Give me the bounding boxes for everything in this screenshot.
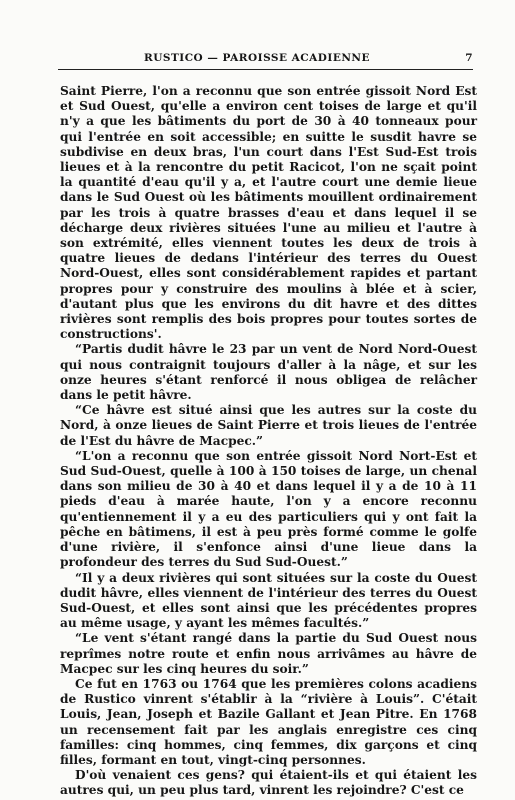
paragraph-continuation: Saint Pierre, l'on a reconnu que son entrée gissoit Nord Est et Sud Ouest, qu'elle a environ cent toises de large et qu'il n'y a que les bâtiments du port de 30 à 40 tonneaux pour qui l'entrée en soit accessible; en suitte le susdit havre se subdivise en deux bras, l'un court dans l'Est Sud-Est trois lieues et à la rencontre du petit Racicot, l'on ne sçait point la quantité d'eau qu'il y a, et l'autre court une demie lieue dans le Sud Ouest où les bâtiments mouillent ordinairement par les trois à quatre brasses d'eau et dans lequel il se décharge deux rivières situées l'une au milieu et l'autre à son extrémité, elles viennent toutes les deux de trois à quatre lieues de dedans l'intérieur des terres du Ouest Nord-Ouest, elles sont considérablement rapides et partant propres pour y construire des moulins à blée et à scier, d'autant plus que les environs du dit havre et des dittes rivières sont remplis des bois propres pour toutes sortes de constructions'.: [60, 84, 477, 342]
paragraph: D'où venaient ces gens? qui étaient-ils et qui étaient les autres qui, un peu plus tard, vinrent les rejoindre? C'est ce: [60, 768, 477, 798]
running-head: [58, 52, 473, 66]
paragraph-quote: “Il y a deux rivières qui sont situées sur la coste du Ouest dudit hâvre, elles viennent de l'intérieur des terres du Ouest Sud-Ouest, et elles sont ainsi que les précédentes propres au même usage, y ayant les mêmes facultés.”: [60, 570, 477, 631]
paragraph-quote: “L'on a reconnu que son entrée gissoit Nord Nort-Est et Sud Sud-Ouest, quelle à 100 à 150 toises de large, un chenal dans son milieu de 30 à 40 et dans lequel il y a de 10 à 11 pieds d'eau à marée haute, l'on y a encore reconnu qu'entiennement il y a eu des particuliers qui y ont fait la pêche en bâtimens, il est à peu près formé comme le golfe d'une rivière, il s'enfonce ainsi d'une lieue dans la profondeur des terres du Sud Sud-Ouest.”: [60, 448, 477, 570]
body-text: [60, 84, 477, 799]
paragraph-quote: “Le vent s'étant rangé dans la partie du Sud Ouest nous reprîmes notre route et enfin nous arrivâmes au hâvre de Macpec sur les cinq heures du soir.”: [60, 631, 477, 676]
paragraph-quote: “Partis dudit hâvre le 23 par un vent de Nord Nord-Ouest qui nous contraignit toujours d'aller à la nâge, et sur les onze heures s'étant renforcé il nous obligea de relâcher dans le petit hâvre.: [60, 342, 477, 403]
paragraph-quote: “Ce hâvre est situé ainsi que les autres sur la coste du Nord, à onze lieues de Saint Pierre et trois lieues de l'entrée de l'Est du hâvre de Macpec.”: [60, 403, 477, 448]
header-rule: [58, 69, 473, 70]
paragraph: Ce fut en 1763 ou 1764 que les premières colons acadiens de Rustico vinrent s'établir à la “rivière à Louis”. C'était Louis, Jean, Joseph et Bazile Gallant et Jean Pitre. En 1768 un recensement fait par les anglais enregistre ces cinq familles: cinq hommes, cinq femmes, dix garçons et cinq filles, formant en tout, vingt-cinq personnes.: [60, 676, 477, 767]
page-number: 7: [465, 52, 473, 64]
running-title: RUSTICO — PAROISSE ACADIENNE: [144, 52, 371, 64]
